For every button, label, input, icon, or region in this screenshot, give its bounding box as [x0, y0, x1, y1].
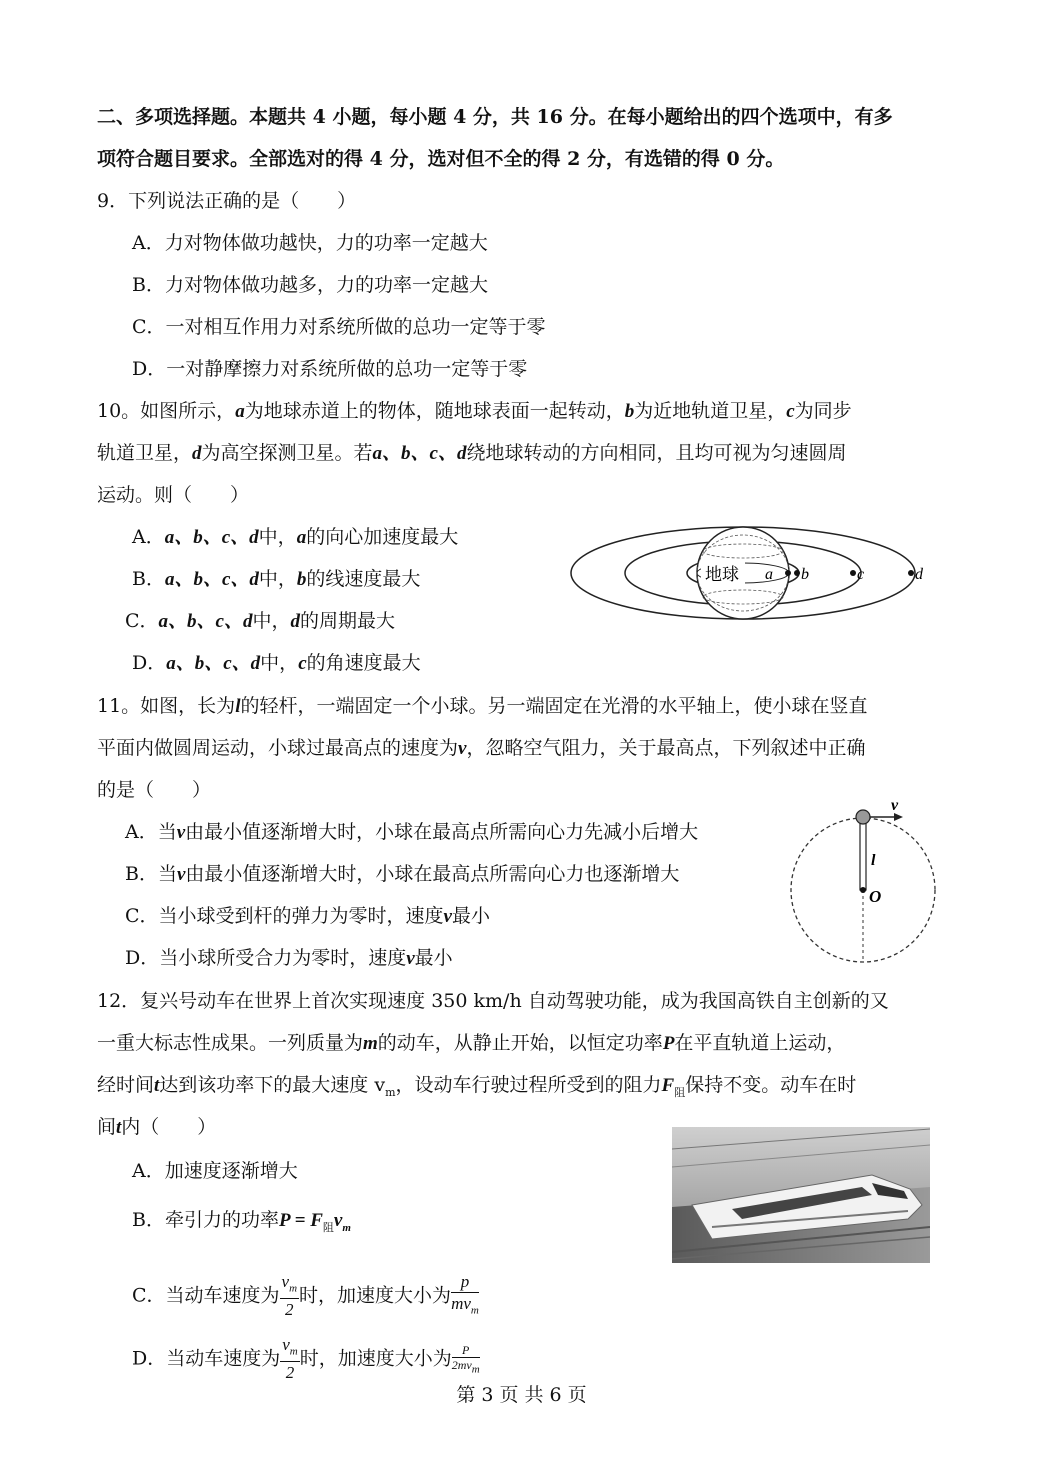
label-b: b — [801, 566, 809, 583]
q10-option-c: C．a、b、c、d中，d的周期最大 — [125, 610, 396, 632]
page-footer: 第 3 页 共 6 页 — [456, 1384, 587, 1406]
axis-point — [860, 887, 866, 893]
q11-option-b: B．当v由最小值逐渐增大时，小球在最高点所需向心力也逐渐增大 — [125, 863, 680, 885]
label-a: a — [765, 566, 773, 583]
q11-option-c: C．当小球受到杆的弹力为零时，速度v最小 — [125, 905, 490, 927]
q10-option-a: A．a、b、c、d中，a的向心加速度最大 — [132, 526, 459, 548]
q11-option-a: A．当v由最小值逐渐增大时，小球在最高点所需向心力先减小后增大 — [125, 821, 699, 843]
q12-stem-line2: 一重大标志性成果。一列质量为m的动车，从静止开始，以恒定功率P在平直轨道上运动， — [97, 1032, 846, 1054]
q10-option-d: D．a、b、c、d中，c的角速度最大 — [132, 652, 421, 674]
q11-option-d: D．当小球所受合力为零时，速度v最小 — [125, 947, 453, 969]
q12-option-b: B．牵引力的功率$P = F_阻v_m$ — [132, 1209, 351, 1234]
q9-option-b: B．力对物体做功越多，力的功率一定越大 — [132, 274, 488, 296]
small-ball — [856, 810, 870, 824]
section-header-line1: 二、多项选择题。本题共 4 小题，每小题 4 分，共 16 分。在每小题给出的四个选项中，有多 — [97, 106, 893, 128]
fraction-vm-over-2: $\frac{v_m}{2}$ — [281, 1272, 298, 1320]
q11-stem-line1: 11。如图，长为l的轻杆，一端固定一个小球。另一端固定在光滑的水平轴上，使小球在竖直 — [97, 695, 868, 717]
satellite-c — [850, 570, 856, 576]
light-rod — [860, 820, 866, 890]
label-l: l — [871, 852, 876, 869]
q10-option-b: B．a、b、c、d中，b的线速度最大 — [132, 568, 421, 590]
section-header-line2: 项符合题目要求。全部选对的得 4 分，选对但不全的得 2 分，有选错的得 0 分。 — [97, 148, 785, 170]
q9-option-d: D．一对静摩擦力对系统所做的总功一定等于零 — [132, 358, 528, 380]
fraction-vm-over-2: $\frac{v_m}{2}$ — [282, 1335, 298, 1383]
q10-stem-line3: 运动。则（ ） — [97, 484, 250, 506]
satellite-d — [908, 570, 914, 576]
earth-label: 地球 — [705, 565, 739, 585]
q9-stem: 9．下列说法正确的是（ ） — [97, 190, 357, 212]
q11-stem-line2: 平面内做圆周运动，小球过最高点的速度为v，忽略空气阻力，关于最高点，下列叙述中正确 — [97, 737, 866, 759]
train-photo — [672, 1127, 930, 1263]
q11-stem-line3: 的是（ ） — [97, 779, 212, 801]
rod-circle-diagram — [785, 800, 945, 970]
q9-option-c: C．一对相互作用力对系统所做的总功一定等于零 — [132, 316, 546, 338]
velocity-arrowhead — [894, 813, 903, 821]
satellite-b — [794, 570, 800, 576]
label-c: c — [857, 566, 865, 583]
q10-stem-line1: 10。如图所示，a为地球赤道上的物体，随地球表面一起转动，b为近地轨道卫星，c为同步 — [97, 400, 852, 422]
q10-stem-line2: 轨道卫星，d为高空探测卫星。若a、b、c、d绕地球转动的方向相同，且均可视为匀速圆周 — [97, 442, 847, 464]
fraction-p-over-mvm: $\frac{p}{mv_m}$ — [451, 1272, 479, 1317]
q9-option-a: A．力对物体做功越快，力的功率一定越大 — [132, 232, 488, 254]
label-v: v — [891, 800, 899, 814]
q12-option-d: D．当动车速度为 $\frac{v_m}{2}$ 时，加速度大小为 $\frac{P}{2mv_m}$ — [132, 1335, 480, 1383]
q12-option-c: C．当动车速度为 $\frac{v_m}{2}$ 时，加速度大小为 $\frac{p}{mv_m}$ — [132, 1272, 479, 1320]
label-d: d — [915, 566, 923, 583]
q12-option-a: A．加速度逐渐增大 — [132, 1160, 298, 1182]
q12-stem-line3: 经时间t达到该功率下的最大速度 $v_m$，设动车行驶过程所受到的阻力$F_阻$保持不变。动车在时 — [97, 1074, 857, 1099]
q12-stem-line1: 12．复兴号动车在世界上首次实现速度 350 km/h 自动驾驶功能，成为我国高铁自主创新的又 — [97, 990, 889, 1012]
q12-stem-line4: 间t内（ ） — [97, 1116, 217, 1138]
label-o: O — [869, 887, 882, 906]
object-a — [785, 570, 791, 576]
orbit-diagram — [565, 515, 955, 630]
fraction-p-over-2mvm: $\frac{P}{2mv_m}$ — [451, 1343, 480, 1376]
